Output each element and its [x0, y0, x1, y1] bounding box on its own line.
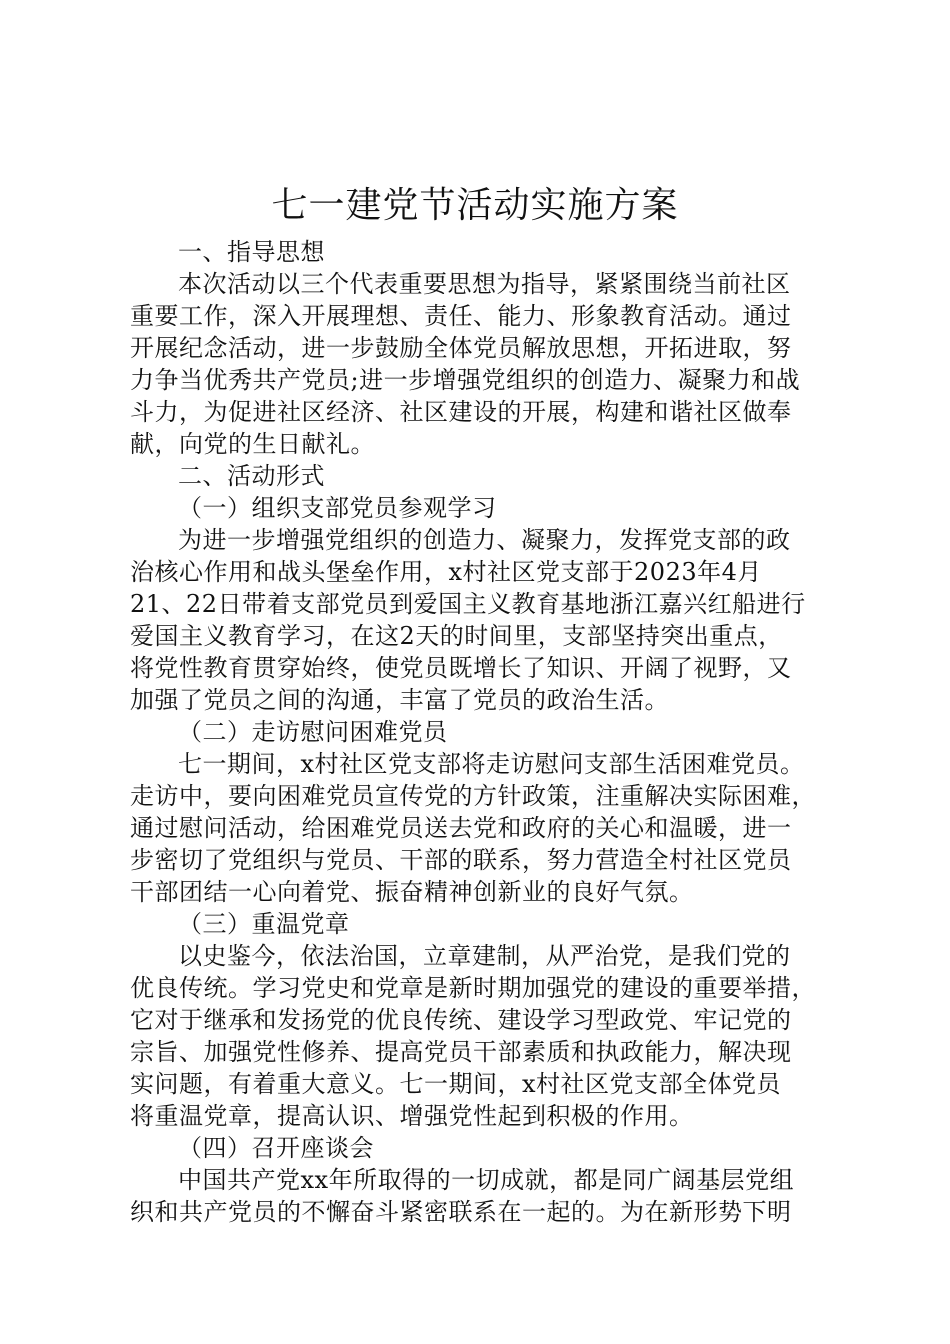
- text-line: 它对于继承和发扬党的优良传统、建设学习型政党、牢记党的: [130, 1006, 792, 1034]
- text-line: 优良传统。学习党史和党章是新时期加强党的建设的重要举措，: [130, 974, 816, 1002]
- page-title: 七一建党节活动实施方案: [271, 185, 679, 226]
- text-line: 通过慰问活动，给困难党员送去党和政府的关心和温暖，进一: [130, 814, 792, 842]
- text-line: 步密切了党组织与党员、干部的联系，努力营造全村社区党员: [130, 846, 792, 874]
- text-line: 本次活动以三个代表重要思想为指导，紧紧围绕当前社区: [178, 270, 791, 298]
- text-line: 为进一步增强党组织的创造力、凝聚力，发挥党支部的政: [178, 526, 791, 554]
- text-line: 走访中，要向困难党员宣传党的方针政策，注重解决实际困难，: [130, 782, 816, 810]
- text-line: 治核心作用和战头堡垒作用，x村社区党支部于2023年4月: [130, 558, 762, 586]
- text-line: 重要工作，深入开展理想、责任、能力、形象教育活动。通过: [130, 302, 792, 330]
- text-line: 斗力，为促进社区经济、社区建设的开展，构建和谐社区做奉: [130, 398, 792, 426]
- text-line: 开展纪念活动，进一步鼓励全体党员解放思想，开拓进取，努: [130, 334, 792, 362]
- text-line: （二）走访慰问困难党员: [178, 718, 448, 746]
- text-line: 力争当优秀共产党员;进一步增强党组织的创造力、凝聚力和战: [130, 366, 801, 394]
- text-line: 织和共产党员的不懈奋斗紧密联系在一起的。为在新形势下明: [130, 1198, 792, 1226]
- text-line: 宗旨、加强党性修养、提高党员干部素质和执政能力，解决现: [130, 1038, 792, 1066]
- text-line: （四）召开座谈会: [178, 1134, 374, 1162]
- text-line: 七一期间，x村社区党支部将走访慰问支部生活困难党员。: [178, 750, 805, 778]
- text-line: （三）重温党章: [178, 910, 350, 938]
- text-line: 献，向党的生日献礼。: [130, 430, 375, 458]
- text-line: 干部团结一心向着党、振奋精神创新业的良好气氛。: [130, 878, 694, 906]
- text-line: 一、指导思想: [178, 238, 325, 266]
- text-line: 实问题，有着重大意义。七一期间，x村社区党支部全体党员: [130, 1070, 782, 1098]
- text-line: 以史鉴今，依法治国，立章建制，从严治党，是我们党的: [178, 942, 791, 970]
- text-line: （一）组织支部党员参观学习: [178, 494, 497, 522]
- text-line: 将重温党章，提高认识、增强党性起到积极的作用。: [130, 1102, 694, 1130]
- text-line: 将党性教育贯穿始终，使党员既增长了知识、开阔了视野，又: [130, 654, 792, 682]
- text-line: 加强了党员之间的沟通，丰富了党员的政治生活。: [130, 686, 669, 714]
- text-line: 21、22日带着支部党员到爱国主义教育基地浙江嘉兴红船进行: [130, 590, 806, 618]
- text-line: 二、活动形式: [178, 462, 325, 490]
- document-body: [130, 236, 830, 1228]
- text-line: 中国共产党xx年所取得的一切成就，都是同广阔基层党组: [178, 1166, 795, 1194]
- text-line: 爱国主义教育学习，在这2天的时间里，支部坚持突出重点，: [130, 622, 783, 650]
